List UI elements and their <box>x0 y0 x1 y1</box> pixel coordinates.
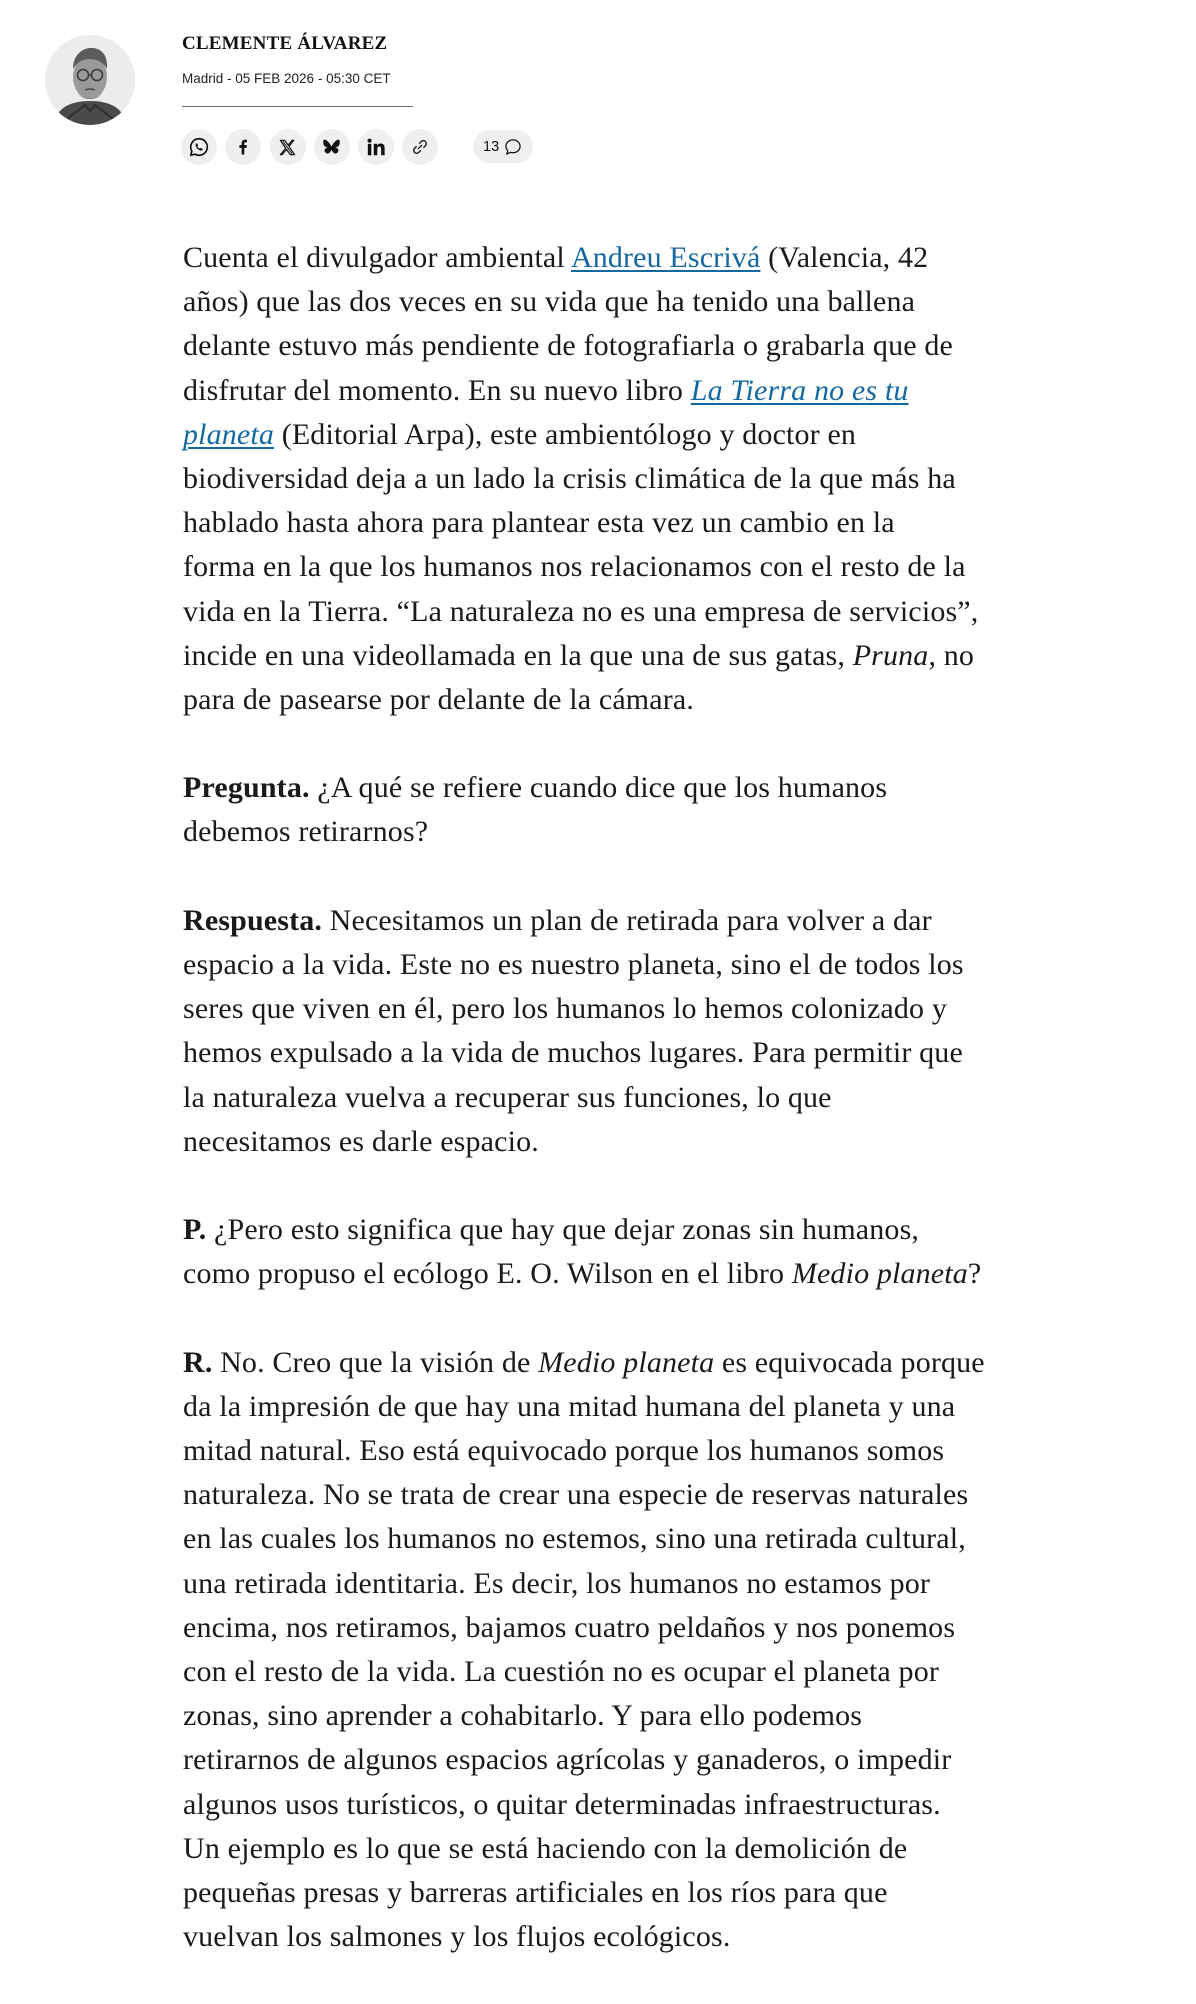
text-line <box>183 634 1113 678</box>
text-line <box>183 413 1113 457</box>
dateline: Madrid - 05 FEB 2026 - 05:30 CET <box>182 71 391 86</box>
facebook-icon <box>233 137 253 157</box>
text-segment: hablado hasta ahora para plantear esta vez un cambio en la <box>183 506 895 540</box>
text-segment: Necesitamos un plan de retirada para volver a dar <box>322 903 932 937</box>
text-segment: (Editorial Arpa), este ambientólogo y doctor en <box>274 417 857 451</box>
interview-label: R. <box>183 1345 213 1379</box>
text-line <box>183 1650 1113 1694</box>
speech-bubble-icon <box>503 137 523 157</box>
text-segment: pequeñas presas y barreras artificiales en los ríos para que <box>183 1875 888 1909</box>
text-segment: algunos usos turísticos, o quitar determinadas infraestructuras. <box>183 1787 941 1821</box>
text-line <box>183 943 1113 987</box>
comments-button[interactable] <box>473 130 533 163</box>
text-segment: es equivocada porque <box>714 1345 985 1379</box>
share-facebook-button[interactable] <box>225 129 261 165</box>
text-line <box>183 1783 1113 1827</box>
share-x-button[interactable] <box>270 129 306 165</box>
text-line <box>183 1517 1113 1561</box>
text-line <box>183 1120 1113 1164</box>
book-link[interactable]: La Tierra no es tu <box>690 373 909 407</box>
copy-link-button[interactable] <box>402 129 438 165</box>
text-segment: naturaleza. No se trata de crear una especie de reservas naturales <box>183 1478 969 1512</box>
article-paragraph <box>183 899 1113 1164</box>
text-segment: en las cuales los humanos no estemos, sino una retirada cultural, <box>183 1522 966 1556</box>
text-segment: Cuenta el divulgador ambiental <box>183 241 571 274</box>
text-line <box>183 1252 1113 1296</box>
text-segment: Un ejemplo es lo que se está haciendo con la demolición de <box>183 1831 908 1865</box>
italic-text: Medio planeta <box>538 1345 715 1379</box>
text-segment: con el resto de la vida. La cuestión no es ocupar el planeta por <box>183 1655 939 1688</box>
author-photo-icon <box>45 35 135 125</box>
text-line <box>183 810 1113 854</box>
text-segment: una retirada identitaria. Es decir, los humanos no estamos por <box>183 1566 931 1600</box>
text-segment: incide en una videollamada en la que una de sus gatas, <box>183 638 853 672</box>
text-line <box>183 678 1113 722</box>
text-segment: vuelvan los salmones y los flujos ecológicos. <box>183 1920 731 1954</box>
text-line <box>183 1473 1113 1517</box>
text-line <box>183 766 1113 810</box>
text-segment: retirarnos de algunos espacios agrícolas y ganaderos, o impedir <box>183 1743 952 1777</box>
interview-label: Pregunta. <box>183 771 310 805</box>
text-line <box>183 1694 1113 1738</box>
share-bar <box>181 129 447 165</box>
text-segment: como propuso el ecólogo E. O. Wilson en el libro <box>183 1257 792 1291</box>
article-paragraph <box>183 1208 1113 1296</box>
text-segment: encima, nos retiramos, bajamos cuatro peldaños y nos ponemos <box>183 1610 956 1644</box>
text-line <box>183 501 1113 545</box>
bluesky-icon <box>321 137 342 158</box>
text-segment: necesitamos es darle espacio. <box>183 1124 539 1158</box>
link-icon <box>410 137 430 157</box>
text-segment: zonas, sino aprender a cohabitarlo. Y para ello podemos <box>183 1699 863 1733</box>
share-bluesky-button[interactable] <box>314 129 350 165</box>
text-segment: delante estuvo más pendiente de fotografiarla o grabarla que de <box>183 329 953 363</box>
text-line <box>183 1076 1113 1120</box>
text-line <box>183 1031 1113 1075</box>
share-linkedin-button[interactable] <box>358 129 394 165</box>
text-line <box>183 457 1113 501</box>
text-segment: (Valencia, 42 <box>760 241 929 274</box>
text-line <box>183 1562 1113 1606</box>
text-line <box>183 1738 1113 1782</box>
text-segment: ¿A qué se refiere cuando dice que los humanos <box>309 771 888 805</box>
author-avatar[interactable] <box>45 35 135 125</box>
comments-count: 13 <box>483 138 500 155</box>
text-line <box>183 1871 1113 1915</box>
text-segment: para de pasearse por delante de la cámara. <box>183 682 694 716</box>
text-line <box>183 280 1113 324</box>
author-name[interactable]: CLEMENTE ÁLVAREZ <box>182 33 388 54</box>
text-segment: vida en la Tierra. “La naturaleza no es una empresa de servicios”, <box>183 594 979 628</box>
article-paragraph <box>183 236 1113 722</box>
text-segment: No. Creo que la visión de <box>212 1345 539 1379</box>
author-link[interactable]: Andreu Escrivá <box>570 241 761 274</box>
article-paragraph <box>183 766 1113 854</box>
linkedin-icon <box>365 136 387 158</box>
text-segment: seres que viven en él, pero los humanos lo hemos colonizado y <box>183 992 947 1026</box>
text-segment: hemos expulsado a la vida de muchos lugares. Para permitir que <box>183 1036 963 1070</box>
whatsapp-icon <box>188 136 210 158</box>
text-segment: debemos retirarnos? <box>183 815 429 849</box>
text-line <box>183 545 1113 589</box>
text-segment: ? <box>967 1257 982 1291</box>
article-paragraph <box>183 1341 1113 1960</box>
text-segment: disfrutar del momento. En su nuevo libro <box>183 373 691 407</box>
text-segment: la naturaleza vuelva a recuperar sus funciones, lo que <box>183 1080 832 1114</box>
share-whatsapp-button[interactable] <box>181 129 217 165</box>
text-line <box>183 1915 1113 1959</box>
italic-text: Medio planeta <box>791 1257 968 1291</box>
x-icon <box>278 138 297 157</box>
text-line <box>183 236 1113 280</box>
text-segment: forma en la que los humanos nos relacionamos con el resto de la <box>183 550 966 584</box>
text-line <box>183 1208 1113 1252</box>
text-segment: da la impresión de que hay una mitad humana del planeta y una <box>183 1389 956 1423</box>
text-segment: años) que las dos veces en su vida que ha tenido una ballena <box>183 285 916 319</box>
text-line <box>183 369 1113 413</box>
text-line <box>183 324 1113 368</box>
text-line <box>183 987 1113 1031</box>
text-segment: espacio a la vida. Este no es nuestro planeta, sino el de todos los <box>183 948 964 981</box>
text-line <box>183 590 1113 634</box>
text-segment: biodiversidad deja a un lado la crisis climática de la que más ha <box>183 461 956 495</box>
interview-label: Respuesta. <box>183 903 323 937</box>
text-line <box>183 1429 1113 1473</box>
text-segment: ¿Pero esto significa que hay que dejar zonas sin humanos, <box>206 1213 920 1247</box>
text-line <box>183 1606 1113 1650</box>
book-link[interactable]: planeta <box>183 417 275 451</box>
byline-divider <box>182 106 413 107</box>
article-body <box>183 236 1113 2004</box>
text-line <box>183 899 1113 943</box>
text-line <box>183 1341 1113 1385</box>
text-line <box>183 1385 1113 1429</box>
text-segment: , no <box>928 638 975 672</box>
italic-text: Pruna <box>852 638 929 672</box>
interview-label: P. <box>183 1213 207 1247</box>
text-segment: mitad natural. Eso está equivocado porque los humanos somos <box>183 1434 945 1468</box>
text-line <box>183 1827 1113 1871</box>
